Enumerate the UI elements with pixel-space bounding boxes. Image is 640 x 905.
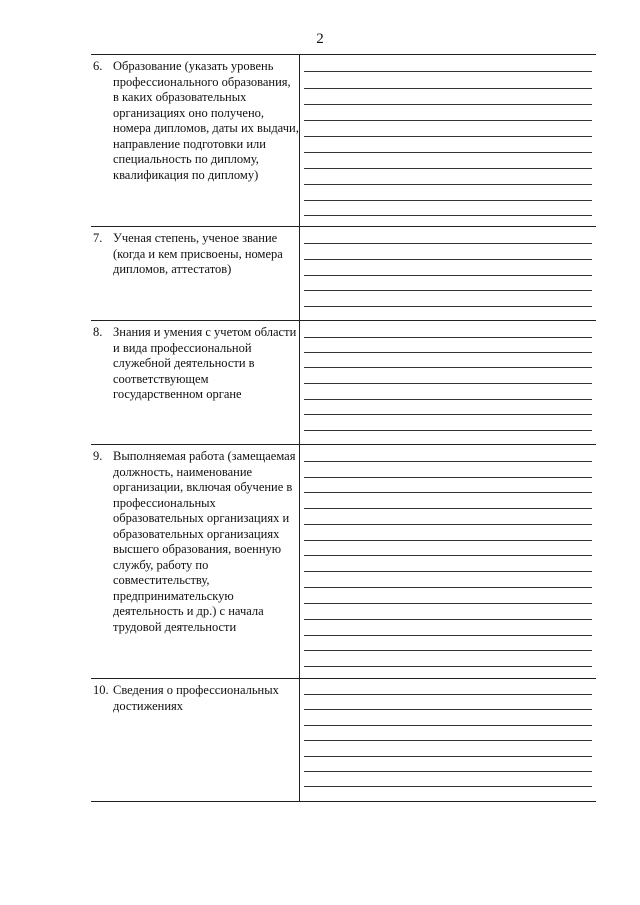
item-number: 6. [93,59,103,73]
answer-line [304,524,592,525]
answer-line [304,756,592,757]
answer-field[interactable] [304,679,596,801]
answer-line [304,337,592,338]
item-number: 10. [93,683,109,697]
answer-line [304,414,592,415]
answer-line [304,786,592,787]
answer-line [304,709,592,710]
questionnaire-table [91,54,596,801]
answer-line [304,367,592,368]
answer-line [304,215,592,216]
answer-line [304,725,592,726]
answer-line [304,71,592,72]
answer-line [304,104,592,105]
answer-line [304,508,592,509]
answer-line [304,666,592,667]
answer-field[interactable] [304,445,596,679]
answer-line [304,88,592,89]
answer-line [304,259,592,260]
answer-line [304,290,592,291]
answer-line [304,461,592,462]
answer-line [304,603,592,604]
table-row [91,444,596,679]
answer-line [304,243,592,244]
answer-line [304,540,592,541]
table-row [91,678,596,802]
table-row [91,226,596,321]
answer-line [304,275,592,276]
answer-line [304,619,592,620]
answer-field[interactable] [304,55,596,227]
item-label: Выполняемая работа (замещаемая должность, наименование организации, включая обучение в профессиональных образовательных организациях и образовательных организациях высшего образования, военную службу, работу по совместительству, предпринимательскую деятельность и др.) с начала трудовой деятельности [113,449,296,634]
table-row [91,54,596,227]
answer-line [304,477,592,478]
answer-line [304,152,592,153]
item-number: 8. [93,325,103,339]
answer-line [304,650,592,651]
answer-field[interactable] [304,227,596,321]
answer-field[interactable] [304,321,596,445]
page-number: 2 [316,31,324,47]
answer-line [304,587,592,588]
row-label-cell [91,55,300,227]
item-number: 9. [93,449,103,463]
item-label: Образование (указать уровень профессионального образования, в каких образовательных организациях оно получено, номера дипломов, даты их выдачи, направление подготовки или специальность по диплому, квалификация по диплому) [113,59,299,182]
answer-line [304,168,592,169]
answer-line [304,184,592,185]
item-label: Знания и умения с учетом области и вида профессиональной служебной деятельности в соответствующем государственном органе [113,325,297,401]
answer-line [304,492,592,493]
table-row [91,320,596,445]
answer-line [304,306,592,307]
answer-line [304,571,592,572]
answer-line [304,352,592,353]
answer-line [304,383,592,384]
row-label-cell [91,227,300,321]
answer-line [304,120,592,121]
answer-line [304,136,592,137]
answer-line [304,635,592,636]
item-number: 7. [93,231,103,245]
answer-line [304,200,592,201]
answer-line [304,399,592,400]
item-label: Ученая степень, ученое звание (когда и кем присвоены, номера дипломов, аттестатов) [113,231,283,276]
row-label-cell [91,679,300,801]
answer-line [304,430,592,431]
answer-line [304,555,592,556]
row-label-cell [91,445,300,679]
answer-line [304,694,592,695]
answer-line [304,771,592,772]
answer-line [304,740,592,741]
row-label-cell [91,321,300,445]
item-label: Сведения о профессиональных достижениях [113,683,279,713]
